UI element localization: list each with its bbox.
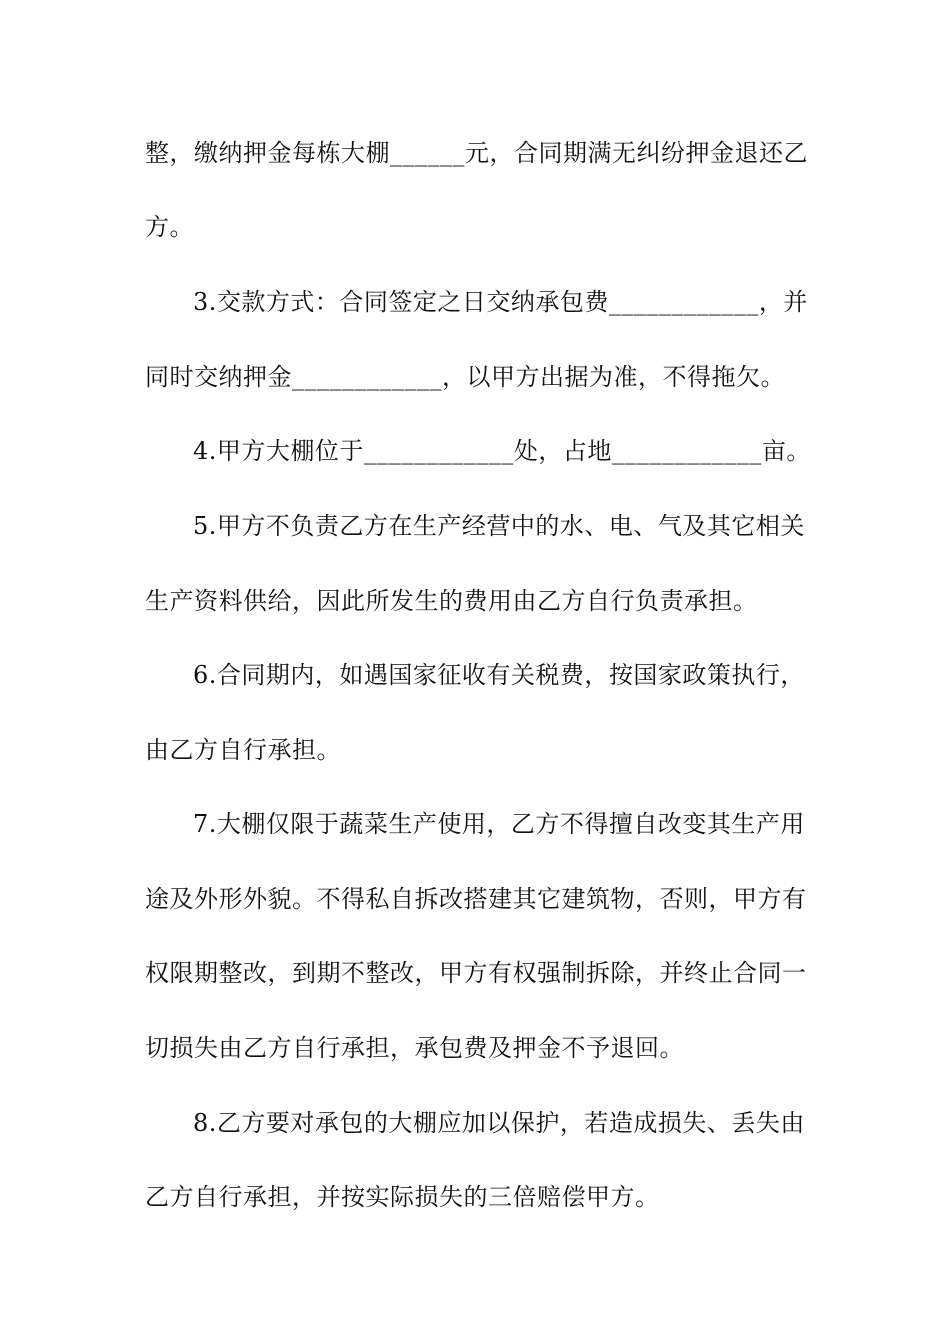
clause-7-line: 7.大棚仅限于蔬菜生产使用，乙方不得擅自改变其生产用 xyxy=(193,810,805,838)
text-line: 整，缴纳押金每栋大棚______元，合同期满无纠纷押金退还乙 xyxy=(145,139,808,167)
text-line: 乙方自行承担，并按实际损失的三倍赔偿甲方。 xyxy=(145,1183,660,1211)
clause-4-line: 4.甲方大棚位于____________处，占地____________亩。 xyxy=(193,437,811,465)
clause-6-line: 6.合同期内，如遇国家征收有关税费，按国家政策执行， xyxy=(193,661,805,689)
text-line: 方。 xyxy=(145,213,194,241)
text-line: 生产资料供给，因此所发生的费用由乙方自行负责承担。 xyxy=(145,587,758,615)
clause-8-line: 8.乙方要对承包的大棚应加以保护，若造成损失、丢失由 xyxy=(193,1109,805,1137)
text-line: 由乙方自行承担。 xyxy=(145,736,341,764)
text-line: 权限期整改，到期不整改，甲方有权强制拆除，并终止合同一 xyxy=(145,959,807,987)
clause-3-line: 3.交款方式：合同签定之日交纳承包费____________，并 xyxy=(193,288,808,316)
text-line: 切损失由乙方自行承担，承包费及押金不予退回。 xyxy=(145,1034,684,1062)
clause-5-line: 5.甲方不负责乙方在生产经营中的水、电、气及其它相关 xyxy=(193,512,805,540)
text-line: 同时交纳押金____________，以甲方出据为准，不得拖欠。 xyxy=(145,363,785,391)
text-line: 途及外形外貌。不得私自拆改搭建其它建筑物，否则，甲方有 xyxy=(145,885,807,913)
